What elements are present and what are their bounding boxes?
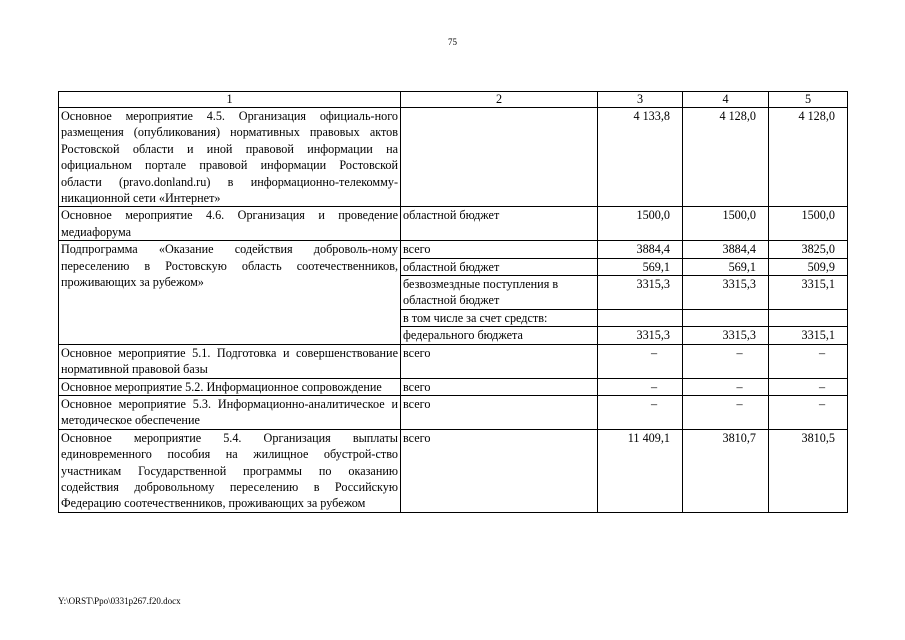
column-header-4: 4: [683, 92, 769, 108]
activity-name: Основное мероприятие 5.2. Информационное сопровождение: [59, 378, 401, 395]
value-col-3: –: [598, 378, 683, 395]
value-col-4: –: [683, 395, 769, 429]
column-header-1: 1: [59, 92, 401, 108]
value-col-4: –: [683, 378, 769, 395]
funding-source: всего: [401, 429, 598, 512]
value-col-3: 3884,4: [598, 241, 683, 258]
value-col-4: 3810,7: [683, 429, 769, 512]
table-row: [59, 344, 848, 378]
value-col-3: 3315,3: [598, 276, 683, 310]
table-row: [59, 108, 848, 207]
activity-name: Основное мероприятие 5.1. Подготовка и совершенствование нормативной правовой базы: [59, 344, 401, 378]
value-col-5: 3825,0: [769, 241, 848, 258]
value-col-3: 11 409,1: [598, 429, 683, 512]
value-col-3: –: [598, 395, 683, 429]
value-col-3: 1500,0: [598, 207, 683, 241]
value-col-4: 3315,3: [683, 327, 769, 344]
table-header-row: [59, 92, 848, 108]
value-col-3: 569,1: [598, 258, 683, 275]
funding-source: областной бюджет: [401, 258, 598, 275]
value-col-5: [769, 309, 848, 326]
value-col-5: –: [769, 344, 848, 378]
activity-name: Основное мероприятие 4.5. Организация официаль-ного размещения (опубликования) нормативных правовых актов Ростовской области и иной правовой информации на официальном портале правовой информации Ростовской области (pravo.donland.ru) в информационно-телекомму-никационной сети «Интернет»: [59, 108, 401, 207]
budget-table: [58, 91, 848, 513]
value-col-5: –: [769, 378, 848, 395]
funding-source: всего: [401, 378, 598, 395]
value-col-5: 3315,1: [769, 327, 848, 344]
value-col-4: 4 128,0: [683, 108, 769, 207]
funding-source: в том числе за счет средств:: [401, 309, 598, 326]
value-col-5: 4 128,0: [769, 108, 848, 207]
value-col-4: [683, 309, 769, 326]
column-header-3: 3: [598, 92, 683, 108]
table-row: [59, 241, 848, 258]
value-col-5: 3315,1: [769, 276, 848, 310]
table-row: [59, 378, 848, 395]
funding-source: всего: [401, 395, 598, 429]
value-col-4: 1500,0: [683, 207, 769, 241]
value-col-4: 3884,4: [683, 241, 769, 258]
table-row: [59, 429, 848, 512]
value-col-3: 4 133,8: [598, 108, 683, 207]
funding-source: безвозмездные поступления в областной бюджет: [401, 276, 598, 310]
funding-source: всего: [401, 344, 598, 378]
activity-name: Основное мероприятие 5.4. Организация выплаты единовременного пособия на жилищное обустрой-ство участникам Государственной программы по оказанию содействия добровольному переселению в Российскую Федерацию соотечественников, проживающих за рубежом: [59, 429, 401, 512]
value-col-4: 569,1: [683, 258, 769, 275]
value-col-4: –: [683, 344, 769, 378]
funding-source: [401, 108, 598, 207]
column-header-2: 2: [401, 92, 598, 108]
funding-source: областной бюджет: [401, 207, 598, 241]
value-col-3: 3315,3: [598, 327, 683, 344]
activity-name: Основное мероприятие 4.6. Организация и проведение медиафорума: [59, 207, 401, 241]
value-col-5: –: [769, 395, 848, 429]
file-path-footer: Y:\ORST\Ppo\0331p267.f20.docx: [58, 596, 181, 606]
value-col-3: –: [598, 344, 683, 378]
funding-source: всего: [401, 241, 598, 258]
page-number: 75: [448, 37, 457, 47]
value-col-5: 509,9: [769, 258, 848, 275]
table-row: [59, 395, 848, 429]
value-col-5: 1500,0: [769, 207, 848, 241]
funding-source: федерального бюджета: [401, 327, 598, 344]
value-col-3: [598, 309, 683, 326]
column-header-5: 5: [769, 92, 848, 108]
table-row: [59, 207, 848, 241]
value-col-5: 3810,5: [769, 429, 848, 512]
value-col-4: 3315,3: [683, 276, 769, 310]
subprogram-name: Подпрограмма «Оказание содействия доброволь-ному переселению в Ростовскую область соотечественников, проживающих за рубежом»: [59, 241, 401, 344]
activity-name: Основное мероприятие 5.3. Информационно-аналитическое и методическое обеспечение: [59, 395, 401, 429]
